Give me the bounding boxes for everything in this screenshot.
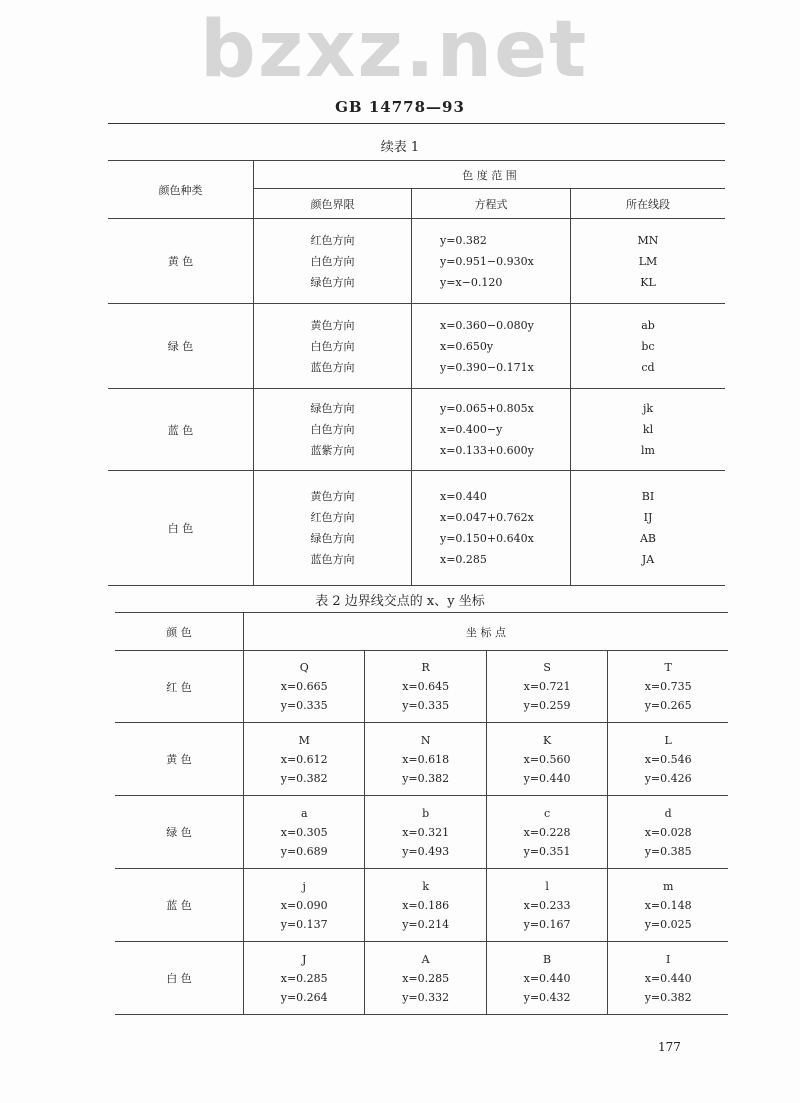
point-name: S	[543, 661, 551, 674]
point-x: x=0.546	[644, 752, 692, 766]
equation-cell	[412, 471, 571, 586]
point-name: I	[665, 952, 671, 966]
point-name: c	[544, 806, 551, 820]
point-x: x=0.186	[402, 898, 450, 912]
equation-cell-lines	[440, 315, 570, 378]
point-y: y=0.265	[644, 699, 692, 712]
boundary-cell-lines	[254, 486, 411, 570]
point-name: d	[664, 806, 672, 820]
boundary-cell	[254, 219, 412, 304]
segment-cell	[571, 219, 726, 304]
point-cell	[365, 651, 486, 723]
point-y: y=0.137	[280, 917, 328, 931]
cell-line: 蓝色方向	[310, 360, 355, 374]
segment-cell-lines	[571, 230, 725, 293]
point-y: y=0.351	[523, 844, 571, 858]
cell-line: bc	[641, 339, 655, 353]
point-cell	[365, 723, 486, 796]
point-y: y=0.382	[402, 771, 450, 785]
cell-line: 绿色方向	[310, 275, 355, 289]
cell-line: 红色方向	[310, 511, 355, 524]
boundary-cell	[254, 304, 412, 389]
cell-line: y=0.065+0.805x	[440, 402, 534, 415]
header-segment: 所在线段	[571, 189, 726, 219]
cell-line: 红色方向	[310, 233, 355, 247]
cell-line: IJ	[643, 511, 653, 524]
cell-line: 白色方向	[310, 254, 355, 268]
cell-line: y=0.382	[440, 233, 487, 247]
cell-line: ab	[641, 318, 655, 332]
point-y: y=0.382	[644, 990, 692, 1004]
cell-line: 绿色方向	[310, 532, 355, 545]
point-name: j	[302, 879, 306, 893]
header-chroma-range: 色 度 范 围	[254, 161, 726, 189]
cell-line: x=0.360−0.080y	[440, 318, 534, 332]
cell-line: 蓝色方向	[310, 553, 355, 566]
point-cell	[608, 723, 728, 796]
point-cell	[486, 942, 607, 1015]
equation-cell	[412, 304, 571, 389]
equation-cell	[412, 219, 571, 304]
point-x: x=0.618	[402, 752, 450, 766]
color-cell: 黄 色	[115, 723, 244, 796]
point-name: M	[298, 733, 310, 747]
standard-number: GB 14778—93	[335, 98, 465, 116]
point-x: x=0.285	[280, 971, 328, 985]
header-equation: 方程式	[412, 189, 571, 219]
point-name: N	[420, 733, 431, 747]
page-number: 177	[658, 1040, 681, 1054]
point-x: x=0.305	[280, 825, 328, 839]
point-cell	[608, 796, 728, 869]
cell-line: BI	[641, 490, 655, 503]
equation-cell-lines	[440, 486, 570, 570]
cell-line: 白色方向	[310, 423, 355, 436]
point-x: x=0.560	[523, 752, 571, 766]
header-color-type: 颜色种类	[108, 161, 254, 219]
table-row	[115, 651, 728, 723]
color-cell: 白 色	[115, 942, 244, 1015]
point-x: x=0.148	[644, 898, 692, 912]
table1	[108, 160, 725, 586]
segment-cell-lines	[571, 486, 725, 570]
cell-line: 黄色方向	[310, 318, 355, 332]
cell-line: y=0.951−0.930x	[440, 254, 534, 268]
cell-line: 黄色方向	[310, 490, 355, 503]
point-cell	[365, 942, 486, 1015]
segment-cell-lines	[571, 398, 725, 461]
table2-caption: 表 2 边界线交点的 x、y 坐标	[315, 594, 485, 609]
color-cell: 蓝 色	[115, 869, 244, 942]
cell-line: cd	[641, 360, 655, 374]
point-y: y=0.259	[523, 699, 571, 712]
cell-line: y=0.150+0.640x	[440, 532, 534, 545]
cell-line: 蓝紫方向	[310, 444, 355, 457]
segment-cell	[571, 304, 726, 389]
point-name: Q	[299, 661, 309, 674]
point-cell	[365, 796, 486, 869]
point-x: x=0.665	[280, 680, 328, 693]
point-cell	[608, 869, 728, 942]
cell-line: jk	[642, 402, 654, 415]
point-y: y=0.382	[280, 771, 328, 785]
point-x: x=0.440	[644, 971, 692, 985]
point-cell	[486, 723, 607, 796]
point-name: L	[664, 733, 672, 747]
point-name: T	[664, 661, 672, 674]
point-y: y=0.167	[523, 917, 571, 931]
equation-cell-lines	[440, 398, 570, 461]
point-name: b	[422, 806, 430, 820]
header-points: 坐 标 点	[244, 613, 729, 651]
point-y: y=0.214	[402, 917, 450, 931]
table2	[115, 612, 728, 1015]
point-y: y=0.264	[280, 990, 328, 1004]
cell-line: kl	[642, 423, 654, 436]
point-y: y=0.432	[523, 990, 571, 1004]
point-cell	[244, 651, 365, 723]
point-x: x=0.321	[402, 825, 450, 839]
cell-line: lm	[641, 444, 655, 457]
point-cell	[486, 651, 607, 723]
boundary-cell-lines	[254, 230, 411, 293]
boundary-cell	[254, 471, 412, 586]
equation-cell	[412, 389, 571, 471]
point-name: m	[662, 879, 674, 893]
point-cell	[486, 869, 607, 942]
cell-line: 白色方向	[310, 339, 355, 353]
point-cell	[365, 869, 486, 942]
table-row	[115, 723, 728, 796]
equation-cell-lines	[440, 230, 570, 293]
cell-line: KL	[640, 275, 656, 289]
table-row	[108, 219, 725, 304]
header-rule	[108, 123, 725, 124]
table1-caption: 续表 1	[380, 140, 420, 155]
table-row	[115, 942, 728, 1015]
table-row	[115, 869, 728, 942]
point-x: x=0.233	[523, 898, 571, 912]
point-y: y=0.025	[644, 917, 692, 931]
point-x: x=0.285	[402, 971, 450, 985]
point-x: x=0.721	[523, 680, 571, 693]
color-type-cell: 绿 色	[108, 304, 254, 389]
point-name: R	[421, 661, 430, 674]
cell-line: x=0.133+0.600y	[440, 444, 534, 457]
point-x: x=0.228	[523, 825, 571, 839]
boundary-cell-lines	[254, 398, 411, 461]
segment-cell	[571, 471, 726, 586]
point-name: J	[302, 952, 307, 966]
point-cell	[244, 796, 365, 869]
point-y: y=0.335	[280, 699, 328, 712]
segment-cell	[571, 389, 726, 471]
point-y: y=0.493	[402, 844, 450, 858]
point-y: y=0.385	[644, 844, 692, 858]
point-y: y=0.332	[402, 990, 450, 1004]
point-y: y=0.335	[402, 699, 450, 712]
header-color: 颜 色	[115, 613, 244, 651]
cell-line: JA	[641, 553, 655, 566]
point-cell	[608, 651, 728, 723]
point-name: k	[422, 879, 429, 893]
table-row	[108, 304, 725, 389]
point-name: K	[542, 733, 552, 747]
color-cell: 绿 色	[115, 796, 244, 869]
cell-line: x=0.440	[440, 490, 487, 503]
table-row	[115, 796, 728, 869]
color-type-cell: 蓝 色	[108, 389, 254, 471]
boundary-cell	[254, 389, 412, 471]
cell-line: MN	[637, 233, 659, 247]
point-x: x=0.028	[644, 825, 692, 839]
cell-line: x=0.285	[440, 553, 487, 566]
point-cell	[244, 869, 365, 942]
point-x: x=0.090	[280, 898, 328, 912]
table-row	[108, 471, 725, 586]
cell-line: x=0.047+0.762x	[440, 511, 534, 524]
point-x: x=0.735	[644, 680, 692, 693]
point-name: a	[300, 806, 308, 820]
segment-cell-lines	[571, 315, 725, 378]
point-name: l	[545, 879, 549, 893]
watermark: bzxz.net	[200, 5, 589, 95]
point-cell	[244, 942, 365, 1015]
cell-line: AB	[639, 532, 657, 545]
point-name: A	[421, 952, 430, 966]
cell-line: LM	[638, 254, 658, 268]
point-y: y=0.440	[523, 771, 571, 785]
point-x: x=0.440	[523, 971, 571, 985]
cell-line: 绿色方向	[310, 402, 355, 415]
header-boundary: 颜色界限	[254, 189, 412, 219]
table-row	[108, 389, 725, 471]
cell-line: x=0.650y	[440, 339, 494, 353]
color-type-cell: 黄 色	[108, 219, 254, 304]
color-cell: 红 色	[115, 651, 244, 723]
cell-line: y=0.390−0.171x	[440, 360, 534, 374]
point-y: y=0.426	[644, 771, 692, 785]
point-cell	[486, 796, 607, 869]
boundary-cell-lines	[254, 315, 411, 378]
cell-line: y=x−0.120	[440, 275, 503, 289]
point-x: x=0.645	[402, 680, 450, 693]
cell-line: x=0.400−y	[440, 423, 503, 436]
point-y: y=0.689	[280, 844, 328, 858]
point-x: x=0.612	[280, 752, 328, 766]
point-name: B	[543, 952, 552, 966]
point-cell	[244, 723, 365, 796]
color-type-cell: 白 色	[108, 471, 254, 586]
point-cell	[608, 942, 728, 1015]
